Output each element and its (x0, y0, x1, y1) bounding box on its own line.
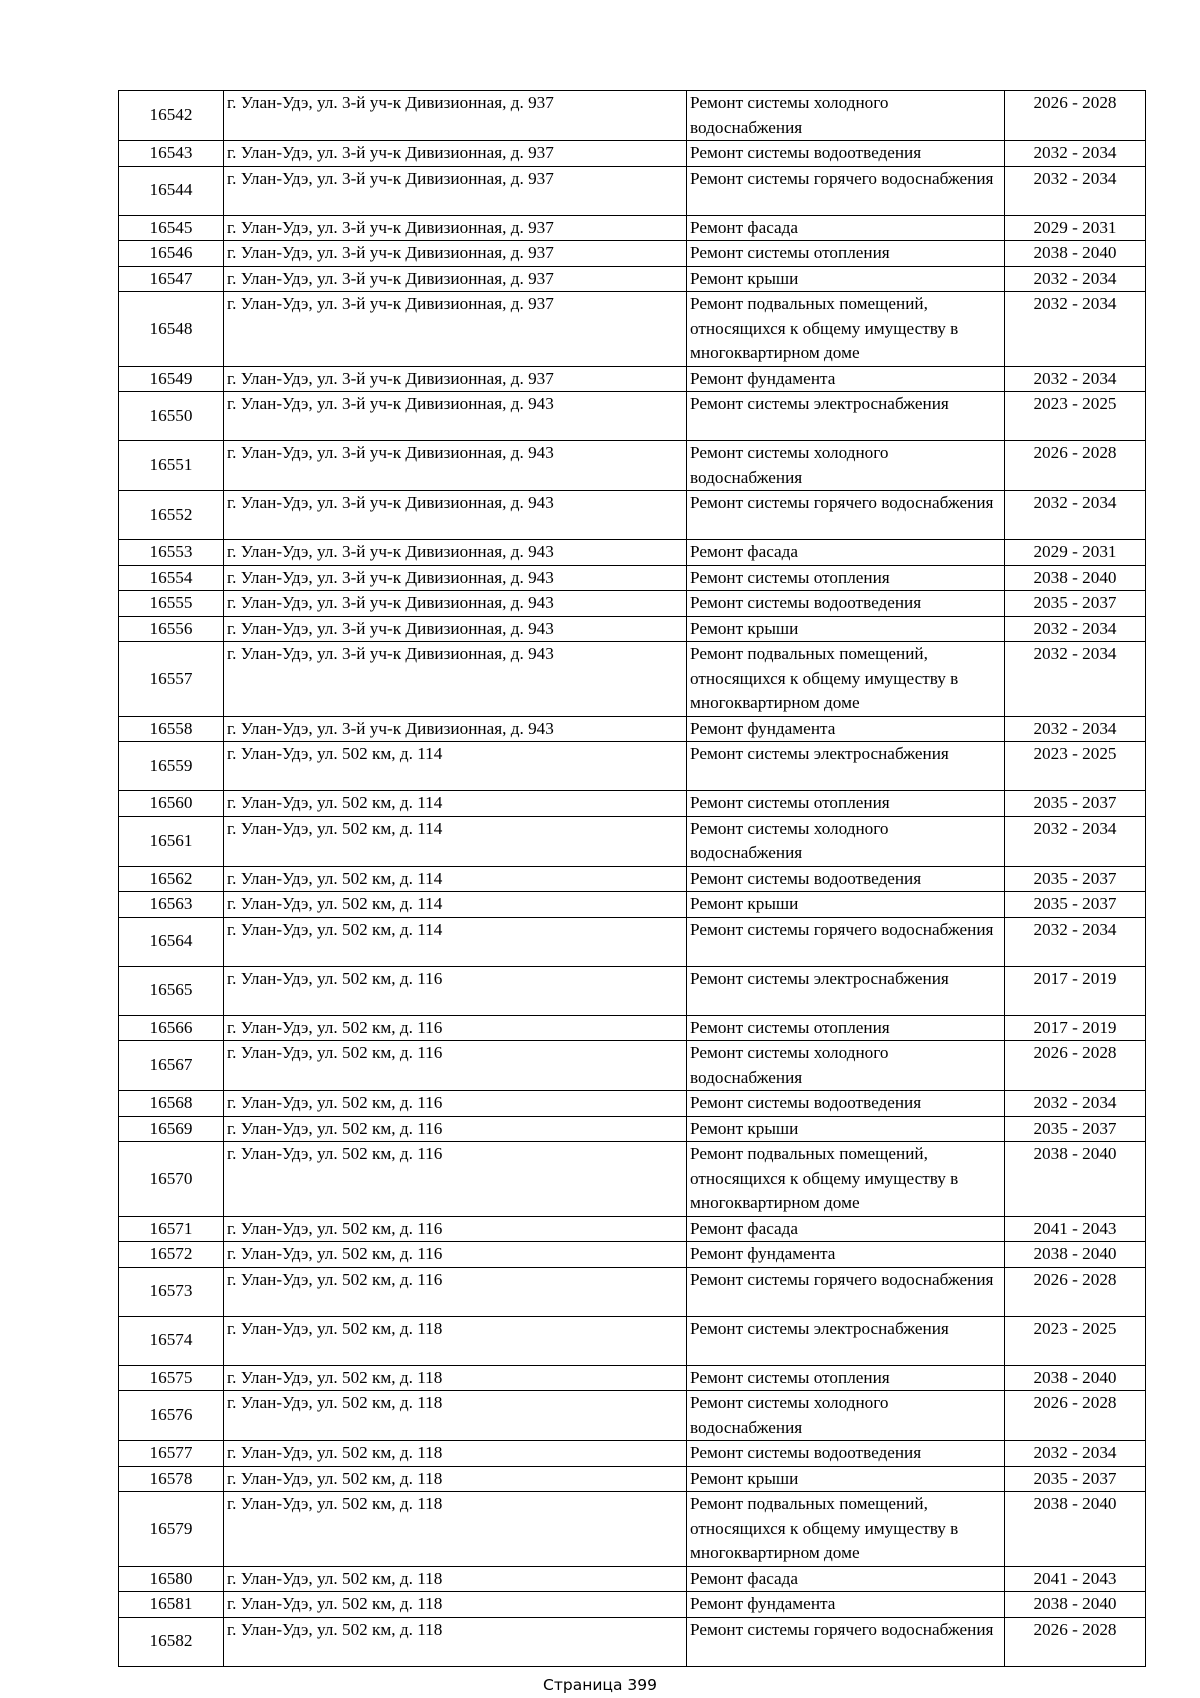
row-number-cell: 16554 (119, 565, 224, 591)
row-number-cell: 16558 (119, 716, 224, 742)
table-row (119, 1242, 1146, 1268)
work-type-cell: Ремонт фундамента (687, 1242, 1005, 1268)
address-cell: г. Улан-Удэ, ул. 3-й уч-к Дивизионная, д. 943 (224, 716, 687, 742)
years-cell: 2038 - 2040 (1005, 565, 1146, 591)
table-row (119, 1041, 1146, 1091)
table-body (119, 91, 1146, 1667)
years-cell: 2029 - 2031 (1005, 540, 1146, 566)
row-number-cell: 16559 (119, 742, 224, 791)
row-number-cell: 16581 (119, 1592, 224, 1618)
row-number-cell: 16572 (119, 1242, 224, 1268)
address-cell: г. Улан-Удэ, ул. 3-й уч-к Дивизионная, д. 943 (224, 591, 687, 617)
years-cell: 2032 - 2034 (1005, 292, 1146, 367)
work-type-cell: Ремонт системы горячего водоснабжения (687, 917, 1005, 966)
years-cell: 2026 - 2028 (1005, 1391, 1146, 1441)
table-row (119, 642, 1146, 717)
work-type-cell: Ремонт системы горячего водоснабжения (687, 1617, 1005, 1666)
work-type-cell: Ремонт системы водоотведения (687, 866, 1005, 892)
work-type-cell: Ремонт системы холодного водоснабжения (687, 816, 1005, 866)
table-row (119, 616, 1146, 642)
table-row (119, 742, 1146, 791)
row-number-cell: 16546 (119, 241, 224, 267)
table-row (119, 917, 1146, 966)
work-type-cell: Ремонт системы электроснабжения (687, 966, 1005, 1015)
row-number-cell: 16553 (119, 540, 224, 566)
table-row (119, 892, 1146, 918)
years-cell: 2035 - 2037 (1005, 866, 1146, 892)
table-row (119, 1592, 1146, 1618)
row-number-cell: 16566 (119, 1015, 224, 1041)
years-cell: 2038 - 2040 (1005, 1592, 1146, 1618)
work-type-cell: Ремонт крыши (687, 616, 1005, 642)
years-cell: 2026 - 2028 (1005, 1267, 1146, 1316)
row-number-cell: 16556 (119, 616, 224, 642)
work-type-cell: Ремонт фасада (687, 1566, 1005, 1592)
address-cell: г. Улан-Удэ, ул. 3-й уч-к Дивизионная, д. 937 (224, 266, 687, 292)
table-row (119, 141, 1146, 167)
address-cell: г. Улан-Удэ, ул. 3-й уч-к Дивизионная, д. 937 (224, 166, 687, 215)
address-cell: г. Улан-Удэ, ул. 3-й уч-к Дивизионная, д. 943 (224, 392, 687, 441)
address-cell: г. Улан-Удэ, ул. 502 км, д. 114 (224, 742, 687, 791)
row-number-cell: 16555 (119, 591, 224, 617)
work-type-cell: Ремонт системы электроснабжения (687, 742, 1005, 791)
row-number-cell: 16548 (119, 292, 224, 367)
work-type-cell: Ремонт крыши (687, 1116, 1005, 1142)
row-number-cell: 16547 (119, 266, 224, 292)
years-cell: 2038 - 2040 (1005, 1142, 1146, 1217)
table-row (119, 392, 1146, 441)
work-type-cell: Ремонт подвальных помещений, относящихся к общему имуществу в многоквартирном доме (687, 292, 1005, 367)
work-type-cell: Ремонт фасада (687, 540, 1005, 566)
years-cell: 2032 - 2034 (1005, 1091, 1146, 1117)
row-number-cell: 16562 (119, 866, 224, 892)
address-cell: г. Улан-Удэ, ул. 3-й уч-к Дивизионная, д. 943 (224, 491, 687, 540)
years-cell: 2038 - 2040 (1005, 1365, 1146, 1391)
address-cell: г. Улан-Удэ, ул. 502 км, д. 118 (224, 1316, 687, 1365)
address-cell: г. Улан-Удэ, ул. 502 км, д. 114 (224, 917, 687, 966)
address-cell: г. Улан-Удэ, ул. 3-й уч-к Дивизионная, д. 937 (224, 91, 687, 141)
years-cell: 2032 - 2034 (1005, 141, 1146, 167)
years-cell: 2023 - 2025 (1005, 742, 1146, 791)
work-type-cell: Ремонт системы горячего водоснабжения (687, 491, 1005, 540)
work-type-cell: Ремонт системы водоотведения (687, 141, 1005, 167)
work-type-cell: Ремонт системы отопления (687, 791, 1005, 817)
work-type-cell: Ремонт системы отопления (687, 1365, 1005, 1391)
address-cell: г. Улан-Удэ, ул. 3-й уч-к Дивизионная, д. 943 (224, 616, 687, 642)
years-cell: 2041 - 2043 (1005, 1566, 1146, 1592)
work-type-cell: Ремонт системы водоотведения (687, 591, 1005, 617)
repair-schedule-table (118, 90, 1146, 1667)
work-type-cell: Ремонт системы холодного водоснабжения (687, 441, 1005, 491)
years-cell: 2038 - 2040 (1005, 1242, 1146, 1268)
row-number-cell: 16543 (119, 141, 224, 167)
address-cell: г. Улан-Удэ, ул. 502 км, д. 114 (224, 892, 687, 918)
work-type-cell: Ремонт крыши (687, 266, 1005, 292)
table-row (119, 866, 1146, 892)
table-row (119, 1142, 1146, 1217)
years-cell: 2038 - 2040 (1005, 1492, 1146, 1567)
years-cell: 2026 - 2028 (1005, 1617, 1146, 1666)
address-cell: г. Улан-Удэ, ул. 502 км, д. 118 (224, 1391, 687, 1441)
work-type-cell: Ремонт фасада (687, 215, 1005, 241)
table-row (119, 1365, 1146, 1391)
years-cell: 2017 - 2019 (1005, 966, 1146, 1015)
work-type-cell: Ремонт системы отопления (687, 241, 1005, 267)
page-number: Страница 399 (543, 1676, 657, 1694)
address-cell: г. Улан-Удэ, ул. 502 км, д. 118 (224, 1466, 687, 1492)
table-row (119, 1466, 1146, 1492)
years-cell: 2032 - 2034 (1005, 266, 1146, 292)
table-row (119, 1617, 1146, 1666)
years-cell: 2032 - 2034 (1005, 816, 1146, 866)
work-type-cell: Ремонт системы холодного водоснабжения (687, 1391, 1005, 1441)
table-row (119, 166, 1146, 215)
table-row (119, 540, 1146, 566)
table-row (119, 1566, 1146, 1592)
years-cell: 2032 - 2034 (1005, 917, 1146, 966)
row-number-cell: 16568 (119, 1091, 224, 1117)
years-cell: 2032 - 2034 (1005, 642, 1146, 717)
table-row (119, 1116, 1146, 1142)
row-number-cell: 16582 (119, 1617, 224, 1666)
address-cell: г. Улан-Удэ, ул. 502 км, д. 116 (224, 1267, 687, 1316)
years-cell: 2026 - 2028 (1005, 441, 1146, 491)
years-cell: 2035 - 2037 (1005, 1116, 1146, 1142)
address-cell: г. Улан-Удэ, ул. 3-й уч-к Дивизионная, д. 937 (224, 241, 687, 267)
years-cell: 2023 - 2025 (1005, 392, 1146, 441)
row-number-cell: 16551 (119, 441, 224, 491)
work-type-cell: Ремонт подвальных помещений, относящихся к общему имуществу в многоквартирном доме (687, 1142, 1005, 1217)
table-row (119, 266, 1146, 292)
address-cell: г. Улан-Удэ, ул. 502 км, д. 118 (224, 1566, 687, 1592)
address-cell: г. Улан-Удэ, ул. 3-й уч-к Дивизионная, д. 937 (224, 292, 687, 367)
address-cell: г. Улан-Удэ, ул. 502 км, д. 116 (224, 1091, 687, 1117)
row-number-cell: 16573 (119, 1267, 224, 1316)
work-type-cell: Ремонт системы горячего водоснабжения (687, 1267, 1005, 1316)
years-cell: 2026 - 2028 (1005, 91, 1146, 141)
years-cell: 2017 - 2019 (1005, 1015, 1146, 1041)
table-row (119, 1492, 1146, 1567)
work-type-cell: Ремонт системы отопления (687, 1015, 1005, 1041)
work-type-cell: Ремонт системы водоотведения (687, 1091, 1005, 1117)
address-cell: г. Улан-Удэ, ул. 502 км, д. 118 (224, 1592, 687, 1618)
work-type-cell: Ремонт крыши (687, 1466, 1005, 1492)
table-row (119, 1316, 1146, 1365)
table-row (119, 91, 1146, 141)
address-cell: г. Улан-Удэ, ул. 502 км, д. 116 (224, 1142, 687, 1217)
row-number-cell: 16550 (119, 392, 224, 441)
table-row (119, 1091, 1146, 1117)
row-number-cell: 16580 (119, 1566, 224, 1592)
row-number-cell: 16577 (119, 1441, 224, 1467)
address-cell: г. Улан-Удэ, ул. 502 км, д. 116 (224, 1216, 687, 1242)
row-number-cell: 16544 (119, 166, 224, 215)
row-number-cell: 16579 (119, 1492, 224, 1567)
row-number-cell: 16557 (119, 642, 224, 717)
address-cell: г. Улан-Удэ, ул. 502 км, д. 118 (224, 1441, 687, 1467)
address-cell: г. Улан-Удэ, ул. 3-й уч-к Дивизионная, д. 937 (224, 366, 687, 392)
row-number-cell: 16563 (119, 892, 224, 918)
address-cell: г. Улан-Удэ, ул. 3-й уч-к Дивизионная, д. 943 (224, 565, 687, 591)
years-cell: 2035 - 2037 (1005, 892, 1146, 918)
work-type-cell: Ремонт фундамента (687, 716, 1005, 742)
table-row (119, 816, 1146, 866)
address-cell: г. Улан-Удэ, ул. 502 км, д. 116 (224, 1015, 687, 1041)
address-cell: г. Улан-Удэ, ул. 502 км, д. 116 (224, 1041, 687, 1091)
address-cell: г. Улан-Удэ, ул. 3-й уч-к Дивизионная, д. 937 (224, 141, 687, 167)
work-type-cell: Ремонт фундамента (687, 1592, 1005, 1618)
row-number-cell: 16575 (119, 1365, 224, 1391)
years-cell: 2032 - 2034 (1005, 366, 1146, 392)
row-number-cell: 16576 (119, 1391, 224, 1441)
address-cell: г. Улан-Удэ, ул. 3-й уч-к Дивизионная, д. 943 (224, 441, 687, 491)
work-type-cell: Ремонт системы водоотведения (687, 1441, 1005, 1467)
address-cell: г. Улан-Удэ, ул. 3-й уч-к Дивизионная, д. 937 (224, 215, 687, 241)
work-type-cell: Ремонт крыши (687, 892, 1005, 918)
table-row (119, 1267, 1146, 1316)
address-cell: г. Улан-Удэ, ул. 502 км, д. 116 (224, 1116, 687, 1142)
years-cell: 2032 - 2034 (1005, 491, 1146, 540)
table-row (119, 241, 1146, 267)
years-cell: 2032 - 2034 (1005, 1441, 1146, 1467)
years-cell: 2029 - 2031 (1005, 215, 1146, 241)
table-row (119, 1216, 1146, 1242)
table-row (119, 565, 1146, 591)
table-row (119, 966, 1146, 1015)
address-cell: г. Улан-Удэ, ул. 502 км, д. 118 (224, 1365, 687, 1391)
row-number-cell: 16561 (119, 816, 224, 866)
row-number-cell: 16560 (119, 791, 224, 817)
row-number-cell: 16564 (119, 917, 224, 966)
table-row (119, 292, 1146, 367)
table-row (119, 1015, 1146, 1041)
years-cell: 2023 - 2025 (1005, 1316, 1146, 1365)
row-number-cell: 16571 (119, 1216, 224, 1242)
row-number-cell: 16552 (119, 491, 224, 540)
address-cell: г. Улан-Удэ, ул. 502 км, д. 114 (224, 816, 687, 866)
work-type-cell: Ремонт системы электроснабжения (687, 392, 1005, 441)
row-number-cell: 16574 (119, 1316, 224, 1365)
work-type-cell: Ремонт системы холодного водоснабжения (687, 1041, 1005, 1091)
table-row (119, 591, 1146, 617)
years-cell: 2035 - 2037 (1005, 791, 1146, 817)
address-cell: г. Улан-Удэ, ул. 502 км, д. 114 (224, 791, 687, 817)
work-type-cell: Ремонт фасада (687, 1216, 1005, 1242)
row-number-cell: 16570 (119, 1142, 224, 1217)
years-cell: 2032 - 2034 (1005, 166, 1146, 215)
table-row (119, 366, 1146, 392)
years-cell: 2035 - 2037 (1005, 591, 1146, 617)
address-cell: г. Улан-Удэ, ул. 502 км, д. 118 (224, 1492, 687, 1567)
years-cell: 2041 - 2043 (1005, 1216, 1146, 1242)
row-number-cell: 16542 (119, 91, 224, 141)
work-type-cell: Ремонт системы горячего водоснабжения (687, 166, 1005, 215)
work-type-cell: Ремонт системы холодного водоснабжения (687, 91, 1005, 141)
years-cell: 2032 - 2034 (1005, 716, 1146, 742)
address-cell: г. Улан-Удэ, ул. 502 км, д. 114 (224, 866, 687, 892)
work-type-cell: Ремонт системы электроснабжения (687, 1316, 1005, 1365)
row-number-cell: 16567 (119, 1041, 224, 1091)
table-row (119, 441, 1146, 491)
work-type-cell: Ремонт подвальных помещений, относящихся к общему имуществу в многоквартирном доме (687, 642, 1005, 717)
row-number-cell: 16569 (119, 1116, 224, 1142)
address-cell: г. Улан-Удэ, ул. 3-й уч-к Дивизионная, д. 943 (224, 540, 687, 566)
table-row (119, 1441, 1146, 1467)
table-row (119, 491, 1146, 540)
work-type-cell: Ремонт фундамента (687, 366, 1005, 392)
address-cell: г. Улан-Удэ, ул. 502 км, д. 116 (224, 1242, 687, 1268)
address-cell: г. Улан-Удэ, ул. 3-й уч-к Дивизионная, д. 943 (224, 642, 687, 717)
work-type-cell: Ремонт подвальных помещений, относящихся к общему имуществу в многоквартирном доме (687, 1492, 1005, 1567)
table-row (119, 215, 1146, 241)
table-row (119, 791, 1146, 817)
row-number-cell: 16549 (119, 366, 224, 392)
row-number-cell: 16545 (119, 215, 224, 241)
years-cell: 2026 - 2028 (1005, 1041, 1146, 1091)
row-number-cell: 16565 (119, 966, 224, 1015)
address-cell: г. Улан-Удэ, ул. 502 км, д. 118 (224, 1617, 687, 1666)
row-number-cell: 16578 (119, 1466, 224, 1492)
table-row (119, 716, 1146, 742)
years-cell: 2032 - 2034 (1005, 616, 1146, 642)
years-cell: 2035 - 2037 (1005, 1466, 1146, 1492)
table-row (119, 1391, 1146, 1441)
years-cell: 2038 - 2040 (1005, 241, 1146, 267)
work-type-cell: Ремонт системы отопления (687, 565, 1005, 591)
address-cell: г. Улан-Удэ, ул. 502 км, д. 116 (224, 966, 687, 1015)
